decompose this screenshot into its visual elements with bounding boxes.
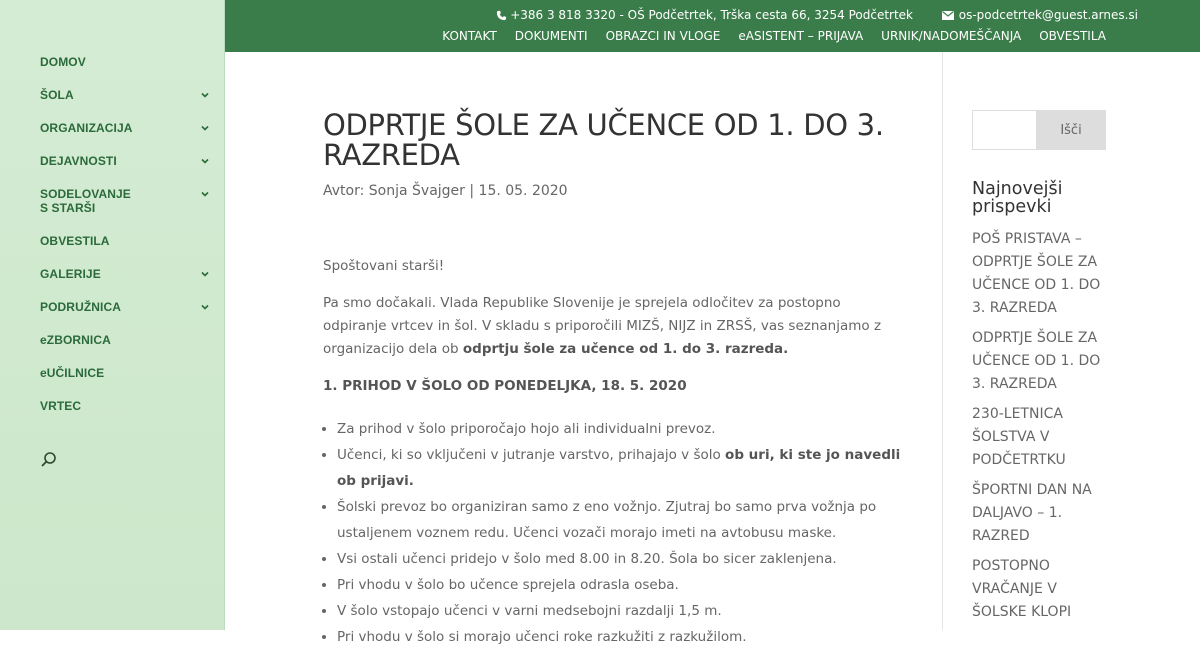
search-input[interactable] xyxy=(972,110,1036,150)
nav-item-vrtec[interactable] xyxy=(40,399,210,413)
list-item-text: Učenci, ki so vključeni v jutranje varstvo, prihajajo v šolo xyxy=(337,447,726,463)
nav-item-dejavnosti[interactable] xyxy=(40,154,210,168)
chevron-down-icon[interactable] xyxy=(200,123,210,133)
list-item: • Pri vhodu v šolo si morajo učenci roke razkužiti z razkužilom. xyxy=(337,624,903,650)
email-text: os-podcetrtek@guest.arnes.si xyxy=(958,8,1138,22)
intro-text: Pa smo dočakali. Vlada Republike Slovenije je sprejela odločitev za postopno odpiranje vrtcev in šol. V skladu s priporočili MIZŠ, NIJZ in ZRSŠ, vas seznanjamo z organizacijo dela ob xyxy=(323,295,882,357)
bullet-list xyxy=(337,416,903,650)
post-meta: Avtor: Sonja Švajger | 15. 05. 2020 xyxy=(323,183,568,199)
nav-label: ŠOLA xyxy=(40,88,74,102)
top-nav xyxy=(442,29,1106,43)
greeting: Spoštovani starši! xyxy=(323,258,445,274)
top-link-easistent[interactable]: eASISTENT – PRIJAVA xyxy=(738,29,864,43)
nav-label: DOMOV xyxy=(40,55,86,69)
article xyxy=(323,110,903,650)
envelope-icon xyxy=(942,11,954,20)
intro-paragraph xyxy=(323,292,903,361)
top-link-obvestila[interactable]: OBVESTILA xyxy=(1039,29,1106,43)
nav-item-ezbornica[interactable] xyxy=(40,333,210,347)
nav-label: GALERIJE xyxy=(40,267,101,281)
list-item: • Za prihod v šolo priporočajo hojo ali individualni prevoz. xyxy=(337,416,903,442)
nav-label: VRTEC xyxy=(40,399,82,413)
phone-icon xyxy=(496,10,507,21)
phone-text: +386 3 818 3320 - OŠ Podčetrtek, Trška cesta 66, 3254 Podčetrtek xyxy=(510,8,913,22)
chevron-down-icon[interactable] xyxy=(200,302,210,312)
section-heading xyxy=(323,375,903,398)
search-form xyxy=(972,110,1106,150)
nav-item-sola[interactable] xyxy=(40,88,210,102)
nav-item-organizacija[interactable] xyxy=(40,121,210,135)
top-header xyxy=(225,0,1200,52)
recent-post-link[interactable]: ŠPORTNI DAN NA DALJAVO – 1. RAZRED xyxy=(972,482,1092,544)
search-button[interactable]: Išči xyxy=(1036,110,1106,150)
recent-posts-list xyxy=(972,228,1106,624)
list-item: • V šolo vstopajo učenci v varni medsebojni razdalji 1,5 m. xyxy=(337,598,903,624)
list-item: • Šolski prevoz bo organiziran samo z eno vožnjo. Zjutraj bo samo prva vožnja po ustaljenem voznem redu. Učenci vozači morajo imeti na avtobusu maske. xyxy=(337,494,903,546)
contact-phone xyxy=(496,8,913,22)
top-link-urnik[interactable]: URNIK/NADOMEŠČANJA xyxy=(881,29,1022,43)
nav-item-sodelovanje[interactable] xyxy=(40,187,170,215)
list-item: • Vsi ostali učenci pridejo v šolo med 8.00 in 8.20. Šola bo sicer zaklenjena. xyxy=(337,546,903,572)
nav-label: eUČILNICE xyxy=(40,366,105,380)
right-sidebar xyxy=(972,110,1106,631)
search-icon[interactable] xyxy=(40,451,58,469)
recent-post-link[interactable]: ODPRTJE ŠOLE ZA UČENCE OD 1. DO 3. RAZREDA xyxy=(972,330,1101,392)
main-nav xyxy=(40,55,210,432)
sidebar xyxy=(0,0,225,630)
list-item xyxy=(337,442,903,494)
nav-label: OBVESTILA xyxy=(40,234,110,248)
top-link-dokumenti[interactable]: DOKUMENTI xyxy=(514,29,588,43)
nav-label: ORGANIZACIJA xyxy=(40,121,133,135)
nav-label: eZBORNICA xyxy=(40,333,111,347)
nav-item-eucilnice[interactable] xyxy=(40,366,210,380)
intro-bold: odprtju šole za učence od 1. do 3. razreda. xyxy=(462,341,789,357)
recent-post-link[interactable]: POŠ PRISTAVA – ODPRTJE ŠOLE ZA UČENCE OD 1. DO 3. RAZREDA xyxy=(972,231,1101,316)
nav-item-obvestila[interactable] xyxy=(40,234,210,248)
top-link-obrazci[interactable]: OBRAZCI IN VLOGE xyxy=(605,29,721,43)
list-item-bold: ob uri, ki ste jo navedli ob prijavi. xyxy=(337,447,901,489)
chevron-down-icon[interactable] xyxy=(200,90,210,100)
column-divider xyxy=(942,52,943,630)
nav-item-galerije[interactable] xyxy=(40,267,210,281)
recent-post-link[interactable]: 230-LETNICA ŠOLSTVA V PODČETRTKU xyxy=(972,406,1066,468)
chevron-down-icon[interactable] xyxy=(200,189,210,199)
nav-item-podruznica[interactable] xyxy=(40,300,210,314)
chevron-down-icon[interactable] xyxy=(200,156,210,166)
list-item: • Pri vhodu v šolo bo učence sprejela odrasla oseba. xyxy=(337,572,903,598)
nav-label: PODRUŽNICA xyxy=(40,300,121,314)
post-title: ODPRTJE ŠOLE ZA UČENCE OD 1. DO 3. RAZREDA xyxy=(323,108,884,172)
nav-label: DEJAVNOSTI xyxy=(40,154,117,168)
recent-post-link[interactable]: POSTOPNO VRAČANJE V ŠOLSKE KLOPI xyxy=(972,558,1072,620)
top-link-kontakt[interactable]: KONTAKT xyxy=(442,29,497,43)
contact-email[interactable] xyxy=(942,8,1138,22)
nav-label: SODELOVANJE S STARŠI xyxy=(40,187,131,215)
post-content xyxy=(323,255,903,650)
recent-posts-title: Najnovejši prispevki xyxy=(972,179,1063,217)
chevron-down-icon[interactable] xyxy=(200,269,210,279)
section-heading-text: 1. PRIHOD V ŠOLO OD PONEDELJKA, 18. 5. 2020 xyxy=(323,378,687,394)
nav-item-domov[interactable] xyxy=(40,55,210,69)
